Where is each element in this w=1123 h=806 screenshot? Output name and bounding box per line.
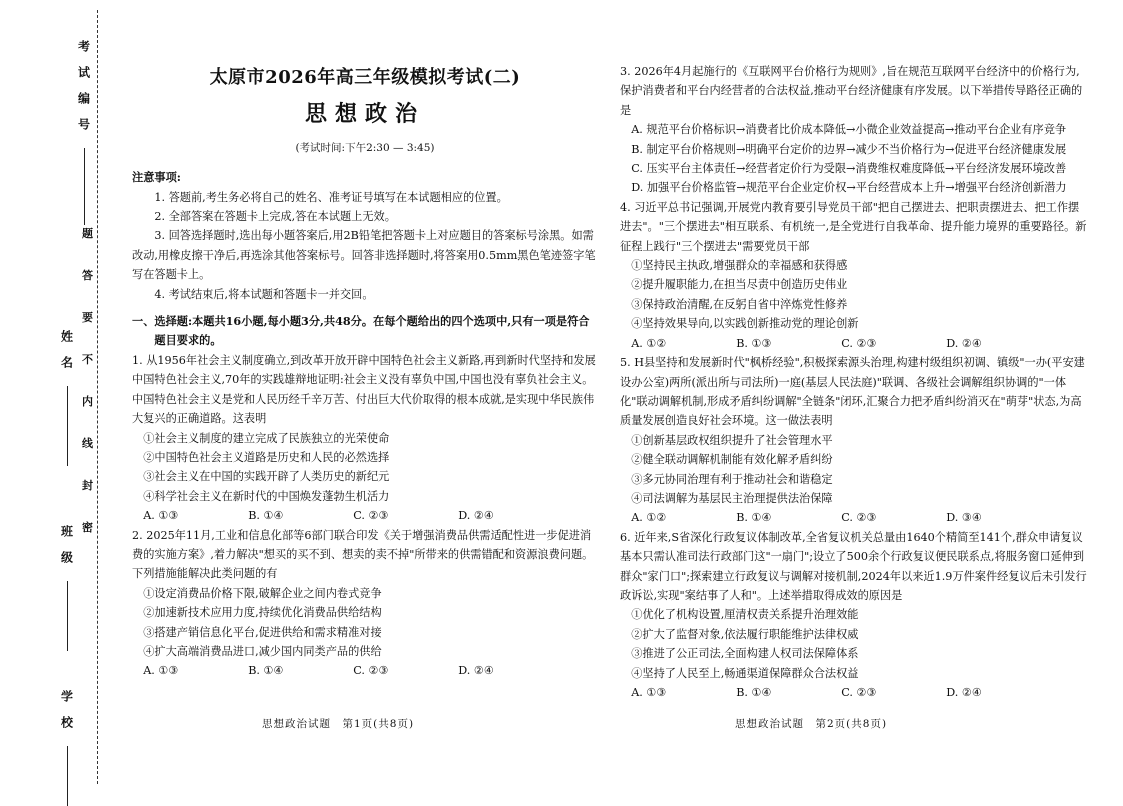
seal-char: 内 xyxy=(82,395,93,408)
answer-choice: A. ①③ xyxy=(143,664,179,678)
school-label: 学校 xyxy=(59,690,74,742)
question-stem: 6. 近年来,S省深化行政复议体制改革,全省复议机关总量由1640个精简至141个,群众申请复议基本只需认准司法行政部门这"一扇门";设立了500余个行政复议便民联系点,将服务窗口延伸到群众"家门口";探索建立行政复议与调解对接机制,2024年以来近1.9万件案件经复议后未引发行政诉讼,实现"案结事了人和"。上述举措取得成效的原因是 xyxy=(620,530,1087,602)
answer-choice: C. ②③ xyxy=(841,686,877,699)
answer-choice: B. ①④ xyxy=(736,511,772,525)
question-option: ④扩大高端消费品进口,减少国内同类产品的供给 xyxy=(143,644,382,658)
question-option: ③推进了公正司法,全面构建人权司法保障体系 xyxy=(631,647,859,661)
question-option: ②加速新技术应用力度,持续优化消费品供给结构 xyxy=(143,606,382,620)
question-stem: 5. H县坚持和发展新时代"枫桥经验",积极探索源头治理,构建村级组织初调、镇级"一办(平安建设办公室)两所(派出所与司法所)一庭(基层人民法庭)"联调、各级社会调解组织协调的"一体化"联动调解机制,形成矛盾纠纷调解"全链条"闭环,汇聚合力把矛盾纠纷消灭在"萌芽"状态,为高质量发展创造良好社会环境。这一做法表明 xyxy=(620,356,1085,428)
note-item: 4. 考试结束后,将本试题和答题卡一并交回。 xyxy=(154,287,374,301)
question-3 xyxy=(620,62,1090,198)
class-field[interactable] xyxy=(50,525,84,651)
answer-choice: D. ③④ xyxy=(946,511,982,525)
seal-line-text xyxy=(82,225,93,535)
answer-choice: B. ①④ xyxy=(248,664,284,678)
question-option: A. 规范平台价格标识→消费者比价成本降低→小微企业效益提高→推动平台企业有序竞争 xyxy=(631,123,1067,137)
answer-choice: B. ①③ xyxy=(736,336,772,350)
note-item: 2. 全部答案在答题卡上完成,答在本试题上无效。 xyxy=(154,210,396,224)
class-line xyxy=(67,581,68,651)
question-option: C. 压实平台主体责任→经营者定价行为受限→消费维权难度降低→平台经济发展环境改善 xyxy=(631,162,1067,176)
answer-choice: B. ①④ xyxy=(248,509,284,523)
question-option: ②扩大了监督对象,依法履行职能维护法律权威 xyxy=(631,627,859,641)
answer-choice: A. ①② xyxy=(631,336,667,350)
school-line xyxy=(67,746,68,806)
question-option: ②中国特色社会主义道路是历史和人民的必然选择 xyxy=(143,450,390,464)
question-1 xyxy=(132,351,598,526)
school-field[interactable] xyxy=(50,690,84,806)
exam-number-label: 考试编号 xyxy=(76,40,91,144)
question-option: ③多元协同治理有利于推动社会和谐稳定 xyxy=(631,472,833,486)
question-option: ④坚持了人民至上,畅通渠道保障群众合法权益 xyxy=(631,666,859,680)
question-option: B. 制定平台价格规则→明确平台定价的边界→减少不当价格行为→促进平台经济健康发展 xyxy=(631,142,1067,156)
answer-choice: C. ②③ xyxy=(353,664,389,678)
question-stem: 2. 2025年11月,工业和信息化部等6部门联合印发《关于增强消费品供需适配性进一步促进消费的实施方案》,着力解决"想买的买不到、想卖的卖不掉"所带来的供需错配和资源浪费问题。下列措施能解决此类问题的有 xyxy=(132,528,594,581)
answer-choice: B. ①④ xyxy=(736,686,772,699)
note-item: 1. 答题前,考生务必将自己的姓名、准考证号填写在本试题相应的位置。 xyxy=(154,190,508,204)
seal-char: 不 xyxy=(82,353,93,366)
answer-choices xyxy=(620,334,1090,353)
name-label: 姓名 xyxy=(59,330,74,382)
question-stem: 4. 习近平总书记强调,开展党内教育要引导党员干部"把自己摆进去、把职责摆进去、把工作摆进去"。"三个摆进去"相互联系、有机统一,是全党进行自我革命、提升能力境界的重要路径。新征程上践行"三个摆进去"需要党员干部 xyxy=(620,200,1087,253)
exam-title: 太原市2026年高三年级模拟考试(二) xyxy=(209,67,521,88)
answer-choices xyxy=(620,508,1090,527)
seal-char: 要 xyxy=(82,311,93,324)
notes-title: 注意事项: xyxy=(132,170,181,185)
question-option: ②健全联动调解机制能有效化解矛盾纠纷 xyxy=(631,453,833,467)
question-option: ③保持政治清醒,在反躬自省中淬炼党性修养 xyxy=(631,297,848,311)
seal-char: 答 xyxy=(82,269,93,282)
seal-dashed-line xyxy=(97,10,98,784)
note-item: 3. 回答选择题时,选出每小题答案后,用2B铅笔把答题卡上对应题目的答案标号涂黑。如需改动,用橡皮擦干净后,再选涂其他答案标号。回答非选择题时,将答案用0.5mm黑色笔迹签字笔写在答题卡上。 xyxy=(132,229,596,282)
class-label: 班级 xyxy=(59,525,74,577)
answer-choice: C. ②③ xyxy=(841,511,877,525)
answer-choice: A. ①③ xyxy=(631,686,667,699)
question-stem: 3. 2026年4月起施行的《互联网平台价格行为规则》,旨在规范互联网平台经济中的价格行为,保护消费者和平台内经营者的合法权益,推动平台经济健康有序发展。以下举措传导路径正确的是 xyxy=(620,65,1083,117)
binding-strip xyxy=(0,0,100,794)
page-1 xyxy=(132,62,598,681)
seal-char: 线 xyxy=(82,437,93,450)
question-stem: 1. 从1956年社会主义制度确立,到改革开放开辟中国特色社会主义新路,再到新时代坚持和发展中国特色社会主义,70年的实践雄辩地证明:社会主义没有辜负中国,中国也没有辜负社会主义。中国特色社会主义是党和人民历经千辛万苦、付出巨大代价取得的根本成就,是实现中华民族伟大复兴的正确道路。这表明 xyxy=(132,353,596,426)
page-2-footer: 思想政治试题 第2页(共8页) xyxy=(735,718,888,730)
name-field[interactable] xyxy=(50,330,84,466)
seal-char: 题 xyxy=(82,227,93,240)
answer-choices xyxy=(132,661,598,680)
subject-title: 思想政治 xyxy=(304,101,425,128)
answer-choice: D. ②④ xyxy=(458,664,494,678)
question-5 xyxy=(620,353,1090,528)
name-line xyxy=(67,386,68,466)
answer-choices xyxy=(620,683,1090,702)
page-1-footer: 思想政治试题 第1页(共8页) xyxy=(262,718,415,730)
seal-char: 封 xyxy=(82,479,93,492)
answer-choice: A. ①③ xyxy=(143,509,179,523)
section-heading: 一、选择题:本题共16小题,每小题3分,共48分。在每个题给出的四个选项中,只有一项是符合题目要求的。 xyxy=(132,314,590,348)
question-option: ①优化了机构设置,厘清权责关系提升治理效能 xyxy=(631,608,859,622)
question-option: ①创新基层政权组织提升了社会管理水平 xyxy=(631,433,833,447)
answer-choice: C. ②③ xyxy=(841,336,877,350)
seal-char: 密 xyxy=(82,521,93,534)
question-option: ①设定消费品价格下限,破解企业之间内卷式竞争 xyxy=(143,586,382,600)
question-option: ④司法调解为基层民主治理提供法治保障 xyxy=(631,491,833,505)
question-option: ①社会主义制度的建立完成了民族独立的光荣使命 xyxy=(143,431,390,445)
answer-choice: D. ②④ xyxy=(458,509,494,523)
question-4 xyxy=(620,198,1090,353)
answer-choice: D. ②④ xyxy=(946,336,982,350)
answer-choice: C. ②③ xyxy=(353,509,389,523)
answer-choice: D. ②④ xyxy=(946,686,982,699)
question-option: ①坚持民主执政,增强群众的幸福感和获得感 xyxy=(631,259,848,273)
question-option: ③社会主义在中国的实践开辟了人类历史的新纪元 xyxy=(143,470,390,484)
question-option: ④坚持效果导向,以实践创新推动党的理论创新 xyxy=(631,317,859,331)
question-option: ④科学社会主义在新时代的中国焕发蓬勃生机活力 xyxy=(143,489,390,503)
question-2 xyxy=(132,526,598,681)
answer-choices xyxy=(132,506,598,525)
question-6 xyxy=(620,528,1090,703)
page-2 xyxy=(620,62,1090,702)
answer-choice: A. ①② xyxy=(631,511,667,525)
question-option: ②提升履职能力,在担当尽责中创造历史伟业 xyxy=(631,278,848,292)
question-option: D. 加强平台价格监管→规范平台企业定价权→平台经营成本上升→增强平台经济创新潜力 xyxy=(631,181,1067,195)
exam-time: (考试时间:下午2:30 — 3:45) xyxy=(295,141,435,154)
question-option: ③搭建产销信息化平台,促进供给和需求精准对接 xyxy=(143,625,382,639)
